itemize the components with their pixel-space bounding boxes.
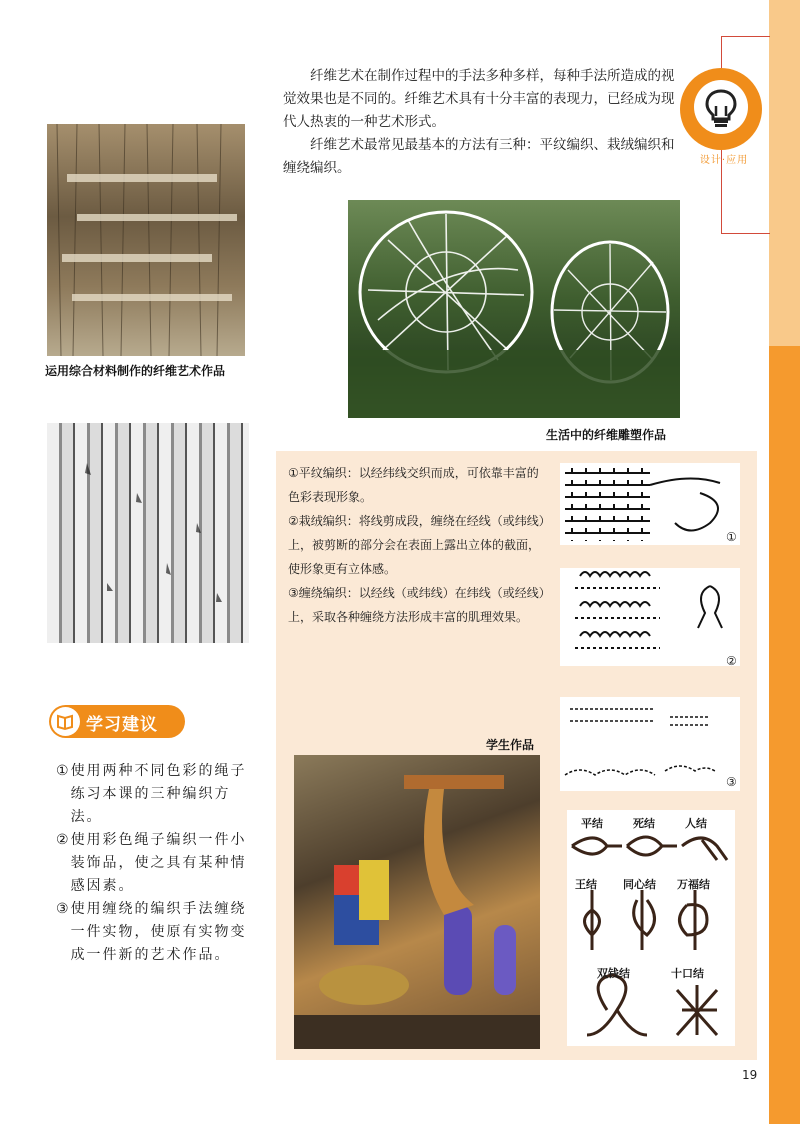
book-icon bbox=[51, 707, 80, 736]
sculpture-caption: 生活中的纤维雕塑作品 bbox=[546, 428, 667, 442]
plain-weave-diagram bbox=[560, 463, 740, 545]
fiber-material-caption: 运用综合材料制作的纤维艺术作品 bbox=[45, 364, 226, 378]
knot-label-ten-mouth: 十口结 bbox=[671, 967, 704, 980]
intro-paragraph-2: 纤维艺术最常见最基本的方法有三种：平纹编织、栽绒编织和缠绕编织。 bbox=[283, 137, 675, 176]
intro-paragraph-1: 纤维艺术在制作过程中的手法多种多样，每种手法所造成的视觉效果也是不同的。纤维艺术具有十分丰富的表现力，已经成为现代人热衷的一种艺术形式。 bbox=[283, 68, 675, 130]
knot-label-flat: 平结 bbox=[581, 817, 603, 830]
knot-label-concentric: 同心结 bbox=[623, 878, 656, 891]
fiber-art-material-photo bbox=[47, 124, 245, 356]
diagram-number-2: ② bbox=[726, 654, 737, 668]
advice-item-3: ③ 使用缠绕的编织手法缠绕一件实物，使原有实物变成一件新的艺术作品。 bbox=[56, 901, 247, 963]
knot-label-dead: 死结 bbox=[633, 817, 655, 830]
study-advice-list bbox=[56, 760, 252, 967]
study-advice-title: 学习建议 bbox=[86, 715, 158, 735]
knot-label-double-coin: 双钱结 bbox=[597, 967, 630, 980]
side-strip-accent bbox=[769, 346, 800, 1124]
student-work-caption: 学生作品 bbox=[486, 738, 535, 752]
weaving-methods-list bbox=[288, 461, 546, 629]
decorative-knots-chart bbox=[567, 810, 735, 1046]
wrap-weave-diagram bbox=[560, 697, 740, 791]
pile-weave-diagram bbox=[560, 568, 740, 666]
lightbulb-icon bbox=[694, 80, 748, 134]
badge-label: 设计·应用 bbox=[699, 155, 749, 166]
student-work-photo bbox=[294, 755, 540, 1049]
plain-weave-photo bbox=[47, 423, 249, 643]
page-number: 19 bbox=[742, 1068, 758, 1082]
method-pile-weave: ②栽绒编织：将线剪成段，缠绕在经线（或纬线）上，被剪断的部分会在表面上露出立体的截面，使形象更有立体感。 bbox=[288, 514, 545, 576]
advice-item-1: ① 使用两种不同色彩的绳子练习本课的三种编织方法。 bbox=[56, 763, 247, 825]
method-plain-weave: ①平纹编织：以经纬线交织而成，可依靠丰富的色彩表现形象。 bbox=[288, 466, 539, 504]
fiber-sculpture-photo bbox=[348, 200, 680, 418]
method-wrap-weave: ③缠绕编织：以经线（或纬线）在纬线（或经线）上，采取各种缠绕方法形成丰富的肌理效果。 bbox=[288, 586, 545, 624]
advice-item-2: ② 使用彩色绳子编织一件小装饰品，使之具有某种情感因素。 bbox=[56, 832, 247, 894]
badge-inner bbox=[694, 80, 748, 134]
knot-label-person: 人结 bbox=[685, 817, 707, 830]
knot-label-king: 王结 bbox=[575, 878, 597, 891]
diagram-number-1: ① bbox=[726, 530, 737, 544]
diagram-number-3: ③ bbox=[726, 775, 737, 789]
knot-label-wanfu: 万福结 bbox=[677, 878, 710, 891]
